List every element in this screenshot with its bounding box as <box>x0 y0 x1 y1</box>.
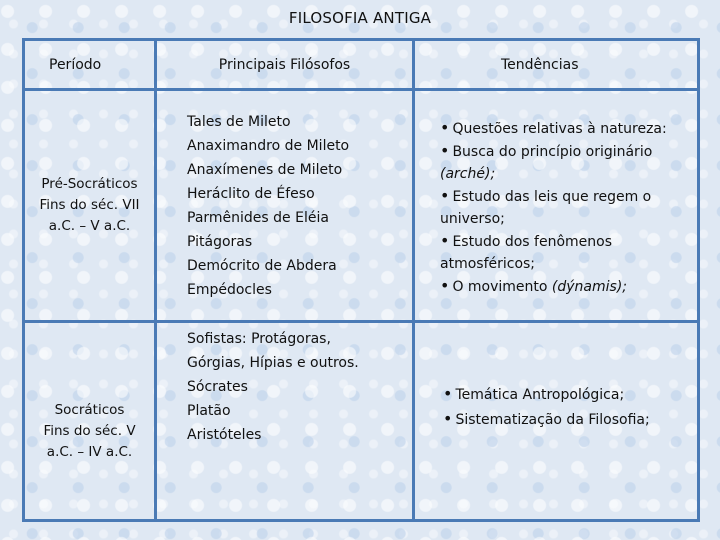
philosopher: Pitágoras <box>187 233 253 250</box>
header-philosophers: Principais Filósofos <box>218 56 351 73</box>
trend-item <box>443 407 650 432</box>
trend-item <box>440 117 667 141</box>
bullet-icon: • <box>440 276 450 295</box>
trend-item-cont: atmosféricos; <box>440 255 536 272</box>
trend-text: Sistematização da Filosofia; <box>455 412 650 428</box>
period-cell-socratics <box>25 323 154 519</box>
bullet-icon: • <box>440 141 450 160</box>
period-range: Fins do séc. V <box>43 422 136 439</box>
philosopher: Anaximandro de Mileto <box>187 137 350 154</box>
philosopher: Sofistas: Protágoras, <box>187 331 331 347</box>
bullet-icon: • <box>443 409 453 428</box>
trend-item <box>440 140 652 164</box>
philosopher: Parmênides de Eléia <box>187 209 329 226</box>
trend-text: Estudo dos fenômenos <box>452 234 613 250</box>
bullet-icon: • <box>443 384 453 403</box>
philosopher: Empédocles <box>187 281 272 298</box>
philosophers-cell-socratics <box>157 323 412 519</box>
philosopher: Demócrito de Abdera <box>187 257 337 274</box>
trend-text: Busca do princípio originário <box>452 144 653 160</box>
philosopher: Górgias, Hípias e outros. <box>187 355 359 371</box>
period-range: Fins do séc. VII <box>39 197 140 213</box>
page-title: FILOSOFIA ANTIGA <box>288 9 432 27</box>
trend-text: O movimento <box>452 279 548 295</box>
header-trends: Tendências <box>501 56 579 73</box>
header-period: Período <box>49 56 102 73</box>
trend-item <box>440 275 627 299</box>
trend-item-cont <box>440 164 495 186</box>
trends-cell-socratics <box>415 323 697 519</box>
trend-item <box>440 230 612 254</box>
period-cell-presocratics <box>25 91 154 320</box>
trend-text: Questões relativas à natureza: <box>452 120 667 137</box>
philosopher: Heráclito de Éfeso <box>187 185 315 202</box>
trend-item-cont: universo; <box>440 210 505 227</box>
philosopher: Sócrates <box>187 379 248 395</box>
philosopher: Aristóteles <box>187 427 262 443</box>
trend-item <box>443 382 624 407</box>
trend-text: Estudo das leis que regem o <box>452 189 652 205</box>
bullet-icon: • <box>440 117 450 137</box>
trend-text: (dýnamis); <box>551 279 628 295</box>
trend-text: (arché); <box>440 165 496 182</box>
period-range: a.C. – IV a.C. <box>46 443 133 460</box>
period-name: Pré-Socráticos <box>41 176 138 192</box>
philosopher: Anaxímenes de Mileto <box>187 161 343 178</box>
philosophers-cell-presocratics <box>157 91 412 320</box>
trend-item <box>440 185 651 209</box>
philosopher: Platão <box>187 403 231 419</box>
period-name: Socráticos <box>54 401 125 418</box>
trend-text: Temática Antropológica; <box>455 387 625 403</box>
bullet-icon: • <box>440 231 450 250</box>
period-range: a.C. – V a.C. <box>48 218 131 234</box>
philosophy-table <box>22 38 700 522</box>
trends-cell-presocratics <box>415 91 697 320</box>
bullet-icon: • <box>440 186 450 205</box>
philosopher: Tales de Mileto <box>187 113 291 130</box>
